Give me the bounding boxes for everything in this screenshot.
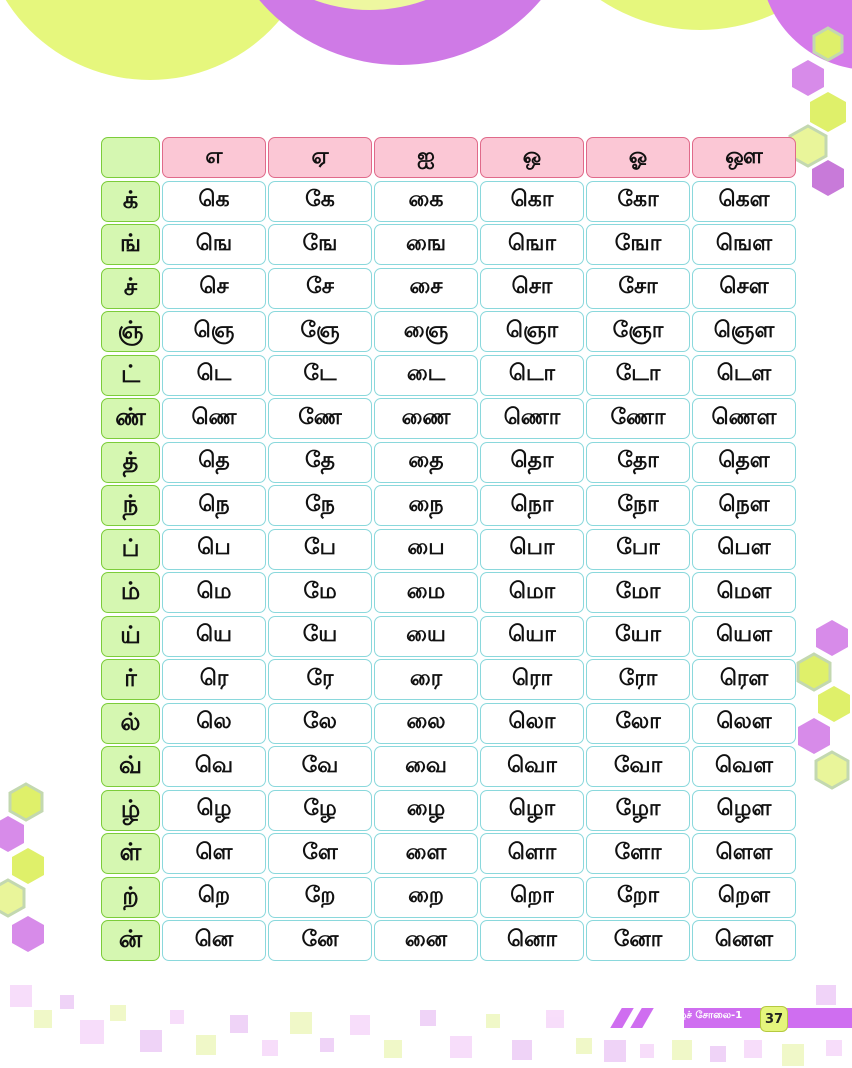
syllable-cell: ளே — [268, 833, 372, 874]
syllable-cell: லௌ — [692, 703, 796, 744]
consonant-cell: வ் — [101, 746, 160, 787]
syllable-cell: யௌ — [692, 616, 796, 657]
syllable-cell: பை — [374, 529, 478, 570]
syllable-cell: தை — [374, 442, 478, 483]
syllable-cell: பே — [268, 529, 372, 570]
syllable-cell: நெ — [162, 485, 266, 526]
syllable-cell: ழை — [374, 790, 478, 831]
consonant-cell: ற் — [101, 877, 160, 918]
syllable-cell: கௌ — [692, 181, 796, 222]
syllable-cell: றோ — [586, 877, 690, 918]
syllable-cell: றே — [268, 877, 372, 918]
syllable-cell: ஙை — [374, 224, 478, 265]
syllable-cell: சௌ — [692, 268, 796, 309]
syllable-cell: னொ — [480, 920, 584, 961]
syllable-cell: வே — [268, 746, 372, 787]
consonant-cell: ட் — [101, 355, 160, 396]
syllable-cell: பௌ — [692, 529, 796, 570]
hex-decoration — [818, 686, 850, 722]
syllable-cell: மெ — [162, 572, 266, 613]
syllable-cell: ணொ — [480, 398, 584, 439]
hex-decoration — [12, 916, 44, 952]
syllable-cell: யோ — [586, 616, 690, 657]
syllable-cell: ழெ — [162, 790, 266, 831]
vowel-header: ஏ — [268, 137, 372, 178]
syllable-cell: கெ — [162, 181, 266, 222]
top-bubble-purple — [215, 0, 585, 65]
syllable-cell: னை — [374, 920, 478, 961]
syllable-cell: தோ — [586, 442, 690, 483]
syllable-cell: டொ — [480, 355, 584, 396]
syllable-cell: பொ — [480, 529, 584, 570]
syllable-cell: பெ — [162, 529, 266, 570]
syllable-cell: ஞே — [268, 311, 372, 352]
consonant-cell: ம் — [101, 572, 160, 613]
hex-decoration — [812, 160, 844, 196]
syllable-cell: சொ — [480, 268, 584, 309]
syllable-cell: மௌ — [692, 572, 796, 613]
syllable-cell: ஞை — [374, 311, 478, 352]
syllable-cell: கோ — [586, 181, 690, 222]
syllable-cell: ஞெ — [162, 311, 266, 352]
syllable-cell: டௌ — [692, 355, 796, 396]
vowel-consonant-table — [101, 137, 796, 961]
syllable-cell: ழௌ — [692, 790, 796, 831]
consonant-cell: த் — [101, 442, 160, 483]
syllable-cell: வௌ — [692, 746, 796, 787]
consonant-cell: ல் — [101, 703, 160, 744]
hex-decoration — [792, 60, 824, 96]
syllable-cell: ழொ — [480, 790, 584, 831]
syllable-cell: றொ — [480, 877, 584, 918]
hex-decoration — [810, 92, 846, 132]
syllable-cell: லே — [268, 703, 372, 744]
consonant-cell: ண் — [101, 398, 160, 439]
syllable-cell: ணை — [374, 398, 478, 439]
consonant-cell: ஞ் — [101, 311, 160, 352]
syllable-cell: டோ — [586, 355, 690, 396]
syllable-cell: சே — [268, 268, 372, 309]
vowel-header: ஓ — [586, 137, 690, 178]
syllable-cell: வோ — [586, 746, 690, 787]
consonant-cell: ந் — [101, 485, 160, 526]
vowel-header: ஔ — [692, 137, 796, 178]
syllable-cell: ளொ — [480, 833, 584, 874]
hex-decoration — [798, 654, 830, 690]
consonant-cell: ய் — [101, 616, 160, 657]
syllable-cell: தெ — [162, 442, 266, 483]
syllable-cell: கே — [268, 181, 372, 222]
consonant-cell: ள் — [101, 833, 160, 874]
book-title: தமிழ்ச் சோலை-1 — [662, 1010, 743, 1021]
syllable-cell: ரொ — [480, 659, 584, 700]
syllable-cell: ஞௌ — [692, 311, 796, 352]
syllable-cell: மோ — [586, 572, 690, 613]
syllable-cell: டே — [268, 355, 372, 396]
syllable-cell: லை — [374, 703, 478, 744]
syllable-cell: ஙௌ — [692, 224, 796, 265]
syllable-cell: னெ — [162, 920, 266, 961]
syllable-cell: ணெ — [162, 398, 266, 439]
syllable-cell: யெ — [162, 616, 266, 657]
syllable-cell: றை — [374, 877, 478, 918]
syllable-cell: லொ — [480, 703, 584, 744]
syllable-cell: ஞோ — [586, 311, 690, 352]
syllable-cell: ஙெ — [162, 224, 266, 265]
syllable-cell: டை — [374, 355, 478, 396]
syllable-cell: ஙே — [268, 224, 372, 265]
syllable-cell: மே — [268, 572, 372, 613]
syllable-cell: மை — [374, 572, 478, 613]
consonant-cell: ர் — [101, 659, 160, 700]
syllable-cell: ஞொ — [480, 311, 584, 352]
syllable-cell: தொ — [480, 442, 584, 483]
syllable-cell: ரௌ — [692, 659, 796, 700]
vowel-header: ஐ — [374, 137, 478, 178]
syllable-cell: ளோ — [586, 833, 690, 874]
syllable-cell: னே — [268, 920, 372, 961]
syllable-cell: னௌ — [692, 920, 796, 961]
consonant-cell: ச் — [101, 268, 160, 309]
syllable-cell: வெ — [162, 746, 266, 787]
syllable-cell: தௌ — [692, 442, 796, 483]
syllable-cell: மொ — [480, 572, 584, 613]
syllable-cell: ரோ — [586, 659, 690, 700]
syllable-cell: சோ — [586, 268, 690, 309]
hex-decoration — [10, 784, 42, 820]
syllable-cell: நே — [268, 485, 372, 526]
syllable-cell: ரை — [374, 659, 478, 700]
syllable-cell: ணே — [268, 398, 372, 439]
consonant-cell: ங் — [101, 224, 160, 265]
syllable-cell: நோ — [586, 485, 690, 526]
syllable-cell: லோ — [586, 703, 690, 744]
syllable-cell: ழே — [268, 790, 372, 831]
syllable-cell: கை — [374, 181, 478, 222]
syllable-cell: சை — [374, 268, 478, 309]
syllable-cell: ஙோ — [586, 224, 690, 265]
syllable-cell: யை — [374, 616, 478, 657]
syllable-cell: செ — [162, 268, 266, 309]
syllable-cell: யே — [268, 616, 372, 657]
syllable-cell: டெ — [162, 355, 266, 396]
syllable-cell: கொ — [480, 181, 584, 222]
syllable-cell: ணோ — [586, 398, 690, 439]
syllable-cell: ரெ — [162, 659, 266, 700]
hex-decoration — [0, 816, 24, 852]
syllable-cell: ளை — [374, 833, 478, 874]
syllable-cell: ரே — [268, 659, 372, 700]
hex-decoration — [816, 620, 848, 656]
syllable-cell: நொ — [480, 485, 584, 526]
syllable-cell: னோ — [586, 920, 690, 961]
syllable-cell: றெ — [162, 877, 266, 918]
hex-decoration — [816, 752, 848, 788]
syllable-cell: ணௌ — [692, 398, 796, 439]
table-corner — [101, 137, 160, 178]
consonant-cell: ப் — [101, 529, 160, 570]
syllable-cell: தே — [268, 442, 372, 483]
syllable-cell: ளெ — [162, 833, 266, 874]
hex-decoration — [0, 880, 24, 916]
syllable-cell: ளௌ — [692, 833, 796, 874]
syllable-cell: ழோ — [586, 790, 690, 831]
syllable-cell: யொ — [480, 616, 584, 657]
syllable-cell: வை — [374, 746, 478, 787]
hex-decoration — [12, 848, 44, 884]
syllable-cell: வொ — [480, 746, 584, 787]
syllable-cell: றௌ — [692, 877, 796, 918]
syllable-cell: போ — [586, 529, 690, 570]
vowel-header: ஒ — [480, 137, 584, 178]
syllable-cell: ஙொ — [480, 224, 584, 265]
consonant-cell: ழ் — [101, 790, 160, 831]
syllable-cell: நை — [374, 485, 478, 526]
hex-decoration — [798, 718, 830, 754]
consonant-cell: க் — [101, 181, 160, 222]
vowel-header: எ — [162, 137, 266, 178]
hex-decoration — [814, 28, 842, 60]
syllable-cell: நௌ — [692, 485, 796, 526]
syllable-cell: லெ — [162, 703, 266, 744]
consonant-cell: ன் — [101, 920, 160, 961]
page-number: 37 — [760, 1006, 788, 1032]
